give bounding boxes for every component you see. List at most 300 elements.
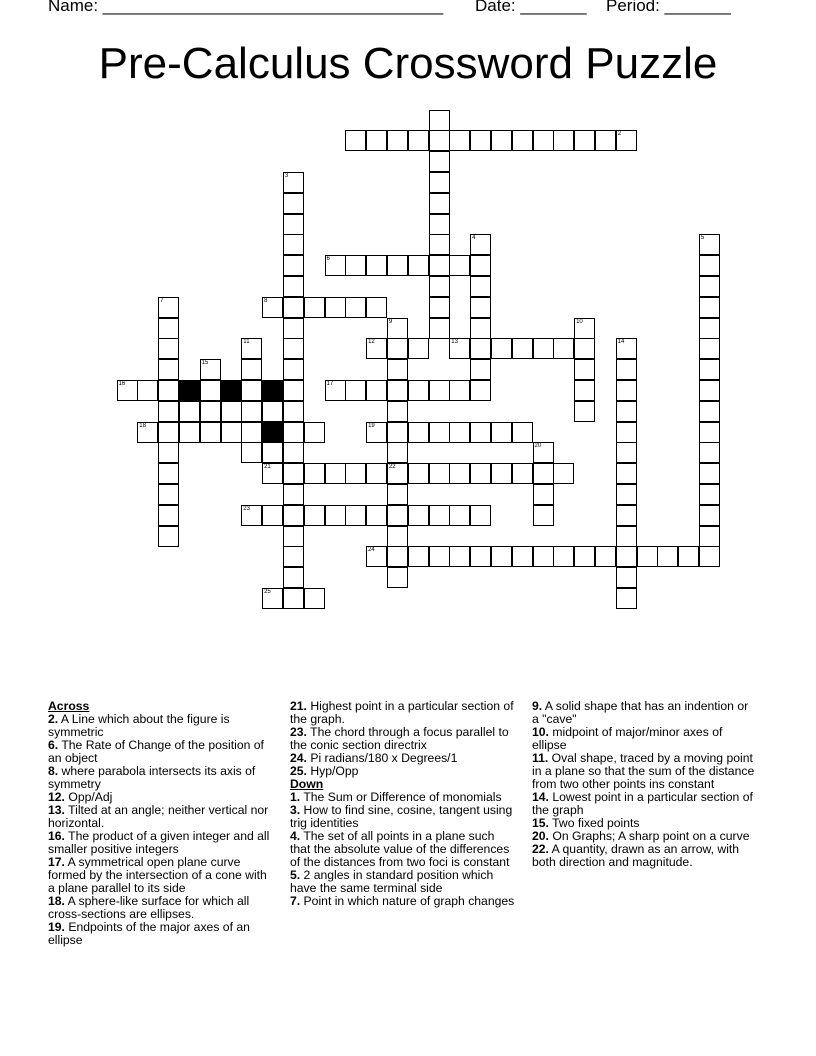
crossword-cell[interactable] [408, 130, 429, 151]
crossword-cell[interactable] [616, 567, 637, 588]
crossword-cell[interactable] [699, 234, 720, 255]
crossword-cell[interactable] [637, 546, 658, 567]
crossword-cell[interactable] [366, 505, 387, 526]
clue-number: 3 [284, 172, 289, 179]
crossword-cell[interactable] [429, 297, 450, 318]
crossword-cell[interactable] [429, 546, 450, 567]
crossword-cell[interactable] [158, 463, 179, 484]
black-square [179, 380, 200, 401]
crossword-cell[interactable] [574, 380, 595, 401]
crossword-cell[interactable] [325, 380, 346, 401]
clue-number: 14. [532, 790, 549, 804]
crossword-cell[interactable] [304, 588, 325, 609]
clue-number: 17 [326, 380, 334, 387]
crossword-cell[interactable] [283, 484, 304, 505]
clue-number: 23. [290, 725, 307, 739]
clue-number: 11. [532, 751, 549, 765]
across-clues-list [48, 713, 274, 947]
crossword-cell[interactable] [408, 338, 429, 359]
clue-number: 22 [388, 464, 396, 471]
crossword-cell[interactable] [470, 234, 491, 255]
crossword-cell[interactable] [470, 422, 491, 443]
crossword-cell[interactable] [241, 359, 262, 380]
clue-text: The product of a given integer and all smaller positive integers [48, 829, 270, 856]
down-clues-list-continued [532, 700, 758, 869]
clue-number: 13. [48, 803, 65, 817]
crossword-cell[interactable] [470, 338, 491, 359]
crossword-cell[interactable] [158, 422, 179, 443]
crossword-cell[interactable] [699, 463, 720, 484]
clue-item [532, 726, 758, 752]
crossword-cell[interactable] [387, 380, 408, 401]
crossword-cell[interactable] [387, 359, 408, 380]
crossword-cell[interactable] [283, 526, 304, 547]
crossword-cell[interactable] [657, 546, 678, 567]
clues-column-2 [290, 700, 516, 908]
crossword-cell[interactable] [158, 318, 179, 339]
crossword-cell[interactable] [470, 130, 491, 151]
crossword-cell[interactable] [200, 422, 221, 443]
crossword-cell[interactable] [366, 255, 387, 276]
clue-text: Hyp/Opp [306, 764, 359, 778]
crossword-cell[interactable] [553, 338, 574, 359]
crossword-cell[interactable] [387, 546, 408, 567]
clue-number: 15. [532, 816, 549, 830]
crossword-cell[interactable] [512, 463, 533, 484]
clue-text: Highest point in a particular section of the graph. [290, 699, 514, 726]
clue-item [48, 921, 274, 947]
crossword-cell[interactable] [262, 505, 283, 526]
crossword-cell[interactable] [366, 422, 387, 443]
crossword-cell[interactable] [387, 422, 408, 443]
clue-number: 18. [48, 894, 65, 908]
clue-number: 9 [388, 318, 393, 325]
black-square [262, 380, 283, 401]
crossword-cell[interactable] [616, 130, 637, 151]
clue-number: 2. [48, 712, 59, 726]
crossword-cell[interactable] [283, 422, 304, 443]
crossword-cell[interactable] [158, 338, 179, 359]
clue-number: 8. [48, 764, 59, 778]
clue-text: A solid shape that has an indention or a "cave" [532, 699, 749, 726]
crossword-cell[interactable] [553, 546, 574, 567]
crossword-cell[interactable] [283, 318, 304, 339]
crossword-cell[interactable] [137, 422, 158, 443]
crossword-cell[interactable] [262, 401, 283, 422]
crossword-cell[interactable] [699, 338, 720, 359]
crossword-cell[interactable] [241, 380, 262, 401]
crossword-cell[interactable] [574, 130, 595, 151]
clue-item [48, 856, 274, 895]
crossword-cell[interactable] [429, 318, 450, 339]
crossword-cell[interactable] [158, 380, 179, 401]
clue-number: 21 [264, 464, 271, 471]
crossword-cell[interactable] [387, 130, 408, 151]
crossword-cell[interactable] [325, 297, 346, 318]
crossword-cell[interactable] [616, 484, 637, 505]
crossword-cell[interactable] [533, 505, 554, 526]
crossword-cell[interactable] [699, 442, 720, 463]
clue-text: On Graphs; A sharp point on a curve [548, 829, 750, 843]
crossword-cell[interactable] [408, 546, 429, 567]
crossword-cell[interactable] [616, 422, 637, 443]
crossword-cell[interactable] [699, 505, 720, 526]
clue-number: 24 [368, 547, 375, 554]
clue-number: 23 [243, 505, 250, 512]
crossword-cell[interactable] [241, 442, 262, 463]
crossword-cell[interactable] [512, 422, 533, 443]
crossword-cell[interactable] [699, 546, 720, 567]
crossword-cell[interactable] [262, 588, 283, 609]
crossword-cell[interactable] [699, 276, 720, 297]
clue-number: 12. [48, 790, 65, 804]
crossword-cell[interactable] [470, 359, 491, 380]
black-square [221, 380, 242, 401]
clue-item [532, 791, 758, 817]
crossword-cell[interactable] [283, 546, 304, 567]
crossword-cell[interactable] [533, 130, 554, 151]
crossword-cell[interactable] [241, 338, 262, 359]
crossword-cell[interactable] [179, 422, 200, 443]
crossword-cell[interactable] [262, 297, 283, 318]
crossword-cell[interactable] [283, 463, 304, 484]
crossword-cell[interactable] [345, 297, 366, 318]
crossword-cell[interactable] [283, 505, 304, 526]
crossword-cell[interactable] [283, 193, 304, 214]
crossword-cell[interactable] [408, 505, 429, 526]
clue-item [290, 700, 516, 726]
clue-number: 25. [290, 764, 307, 778]
clue-item [48, 713, 274, 739]
crossword-cell[interactable] [491, 463, 512, 484]
date-field[interactable]: Date: _______ [475, 0, 587, 15]
crossword-cell[interactable] [304, 505, 325, 526]
crossword-cell[interactable] [449, 130, 470, 151]
clue-number: 5 [700, 235, 705, 242]
clue-number: 8 [264, 297, 268, 304]
clue-number: 1. [290, 790, 301, 804]
crossword-cell[interactable] [470, 546, 491, 567]
crossword-cell[interactable] [241, 505, 262, 526]
crossword-cell[interactable] [408, 463, 429, 484]
crossword-cell[interactable] [325, 255, 346, 276]
crossword-cell[interactable] [616, 401, 637, 422]
page-title: Pre-Calculus Crossword Puzzle [98, 39, 718, 88]
crossword-cell[interactable] [283, 172, 304, 193]
crossword-cell[interactable] [387, 401, 408, 422]
crossword-cell[interactable] [387, 526, 408, 547]
crossword-cell[interactable] [699, 255, 720, 276]
crossword-cell[interactable] [574, 401, 595, 422]
crossword-cell[interactable] [179, 401, 200, 422]
crossword-cell[interactable] [533, 463, 554, 484]
crossword-cell[interactable] [283, 255, 304, 276]
clue-item [48, 830, 274, 856]
crossword-cell[interactable] [429, 130, 450, 151]
crossword-cell[interactable] [533, 442, 554, 463]
crossword-cell[interactable] [283, 214, 304, 235]
crossword-cell[interactable] [366, 338, 387, 359]
crossword-cell[interactable] [574, 338, 595, 359]
crossword-cell[interactable] [491, 546, 512, 567]
crossword-cell[interactable] [283, 234, 304, 255]
crossword-cell[interactable] [117, 380, 138, 401]
clue-item [48, 895, 274, 921]
clue-number: 2 [617, 131, 622, 138]
crossword-cell[interactable] [616, 546, 637, 567]
clue-item [290, 869, 516, 895]
clue-number: 10 [576, 318, 583, 325]
crossword-cell[interactable] [283, 442, 304, 463]
crossword-cell[interactable] [283, 401, 304, 422]
crossword-cell[interactable] [429, 151, 450, 172]
clue-item [290, 726, 516, 752]
crossword-cell[interactable] [449, 505, 470, 526]
crossword-cell[interactable] [449, 380, 470, 401]
crossword-cell[interactable] [158, 505, 179, 526]
crossword-cell[interactable] [699, 359, 720, 380]
crossword-cell[interactable] [616, 359, 637, 380]
crossword-cell[interactable] [574, 318, 595, 339]
crossword-cell[interactable] [699, 297, 720, 318]
crossword-cell[interactable] [699, 484, 720, 505]
crossword-cell[interactable] [470, 318, 491, 339]
crossword-cell[interactable] [429, 110, 450, 131]
crossword-cell[interactable] [512, 130, 533, 151]
clue-text: Opp/Adj [64, 790, 113, 804]
crossword-cell[interactable] [387, 255, 408, 276]
clue-number: 25 [264, 588, 271, 595]
crossword-cell[interactable] [470, 255, 491, 276]
clue-item [532, 843, 758, 869]
crossword-cell[interactable] [387, 505, 408, 526]
crossword-cell[interactable] [283, 359, 304, 380]
clue-number: 3. [290, 803, 301, 817]
clue-number: 24. [290, 751, 307, 765]
crossword-cell[interactable] [429, 193, 450, 214]
clue-number: 6 [326, 256, 330, 263]
clue-number: 15 [201, 360, 209, 367]
crossword-cell[interactable] [616, 463, 637, 484]
clue-text: Tilted at an angle; neither vertical nor horizontal. [48, 803, 269, 830]
crossword-cell[interactable] [241, 401, 262, 422]
clue-number: 11 [243, 339, 250, 346]
crossword-cell[interactable] [470, 276, 491, 297]
clue-number: 16 [118, 380, 126, 387]
crossword-cell[interactable] [491, 422, 512, 443]
crossword-cell[interactable] [283, 338, 304, 359]
across-heading: Across [48, 699, 90, 713]
clue-number: 16. [48, 829, 65, 843]
crossword-cell[interactable] [699, 422, 720, 443]
crossword-cell[interactable] [387, 338, 408, 359]
crossword-cell[interactable] [699, 401, 720, 422]
clue-item [290, 765, 516, 778]
crossword-cell[interactable] [553, 463, 574, 484]
clue-item [48, 765, 274, 791]
crossword-cell[interactable] [158, 359, 179, 380]
crossword-cell[interactable] [283, 276, 304, 297]
crossword-cell[interactable] [616, 505, 637, 526]
crossword-cell[interactable] [429, 255, 450, 276]
crossword-cell[interactable] [200, 401, 221, 422]
crossword-cell[interactable] [262, 442, 283, 463]
clue-number: 7 [160, 297, 164, 304]
clue-item [48, 804, 274, 830]
crossword-cell[interactable] [470, 463, 491, 484]
crossword-cell[interactable] [616, 526, 637, 547]
crossword-cell[interactable] [574, 359, 595, 380]
crossword-cell[interactable] [387, 484, 408, 505]
crossword-cell[interactable] [429, 276, 450, 297]
crossword-cell[interactable] [491, 338, 512, 359]
crossword-cell[interactable] [449, 338, 470, 359]
crossword-cell[interactable] [699, 526, 720, 547]
across-clues-list-continued [290, 700, 516, 778]
crossword-cell[interactable] [429, 422, 450, 443]
crossword-cell[interactable] [491, 130, 512, 151]
black-square [262, 422, 283, 443]
crossword-cell[interactable] [200, 380, 221, 401]
clue-number: 20 [534, 443, 542, 450]
clue-text: A quantity, drawn as an arrow, with both direction and magnitude. [532, 842, 740, 869]
crossword-cell[interactable] [158, 526, 179, 547]
crossword-cell[interactable] [429, 214, 450, 235]
crossword-cell[interactable] [429, 172, 450, 193]
crossword-cell[interactable] [221, 422, 242, 443]
crossword-cell[interactable] [449, 255, 470, 276]
crossword-cell[interactable] [387, 318, 408, 339]
crossword-cell[interactable] [429, 380, 450, 401]
clue-number: 6. [48, 738, 59, 752]
crossword-cell[interactable] [678, 546, 699, 567]
crossword-cell[interactable] [241, 422, 262, 443]
crossword-cell[interactable] [429, 505, 450, 526]
crossword-cell[interactable] [345, 130, 366, 151]
crossword-cell[interactable] [429, 234, 450, 255]
crossword-cell[interactable] [366, 380, 387, 401]
clue-text: where parabola intersects its axis of symmetry [48, 764, 256, 791]
crossword-cell[interactable] [283, 588, 304, 609]
crossword-cell[interactable] [304, 463, 325, 484]
clue-number: 5. [290, 868, 301, 882]
crossword-cell[interactable] [366, 297, 387, 318]
crossword-cell[interactable] [366, 130, 387, 151]
crossword-cell[interactable] [283, 567, 304, 588]
crossword-cell[interactable] [512, 546, 533, 567]
crossword-cell[interactable] [616, 442, 637, 463]
crossword-cell[interactable] [408, 380, 429, 401]
crossword-cell[interactable] [595, 546, 616, 567]
crossword-cell[interactable] [408, 255, 429, 276]
crossword-cell[interactable] [533, 484, 554, 505]
crossword-cell[interactable] [283, 297, 304, 318]
clue-number: 14 [617, 339, 625, 346]
crossword-cell[interactable] [449, 463, 470, 484]
clue-text: A symmetrical open plane curve formed by the intersection of a cone with a plane parallel to its side [48, 855, 267, 895]
crossword-cell[interactable] [221, 401, 242, 422]
crossword-cell[interactable] [137, 380, 158, 401]
clues-column-3 [532, 700, 758, 869]
crossword-cell[interactable] [616, 380, 637, 401]
clue-text: A sphere-like surface for which all cross-sections are ellipses. [48, 894, 250, 921]
crossword-cell[interactable] [325, 505, 346, 526]
crossword-cell[interactable] [512, 338, 533, 359]
crossword-cell[interactable] [616, 588, 637, 609]
clue-text: Lowest point in a particular section of the graph [532, 790, 753, 817]
clue-number: 4 [472, 235, 476, 242]
crossword-cell[interactable] [283, 380, 304, 401]
period-field[interactable]: Period: _______ [606, 0, 731, 15]
clue-text: Two fixed points [548, 816, 640, 830]
clues-column-1 [48, 700, 274, 947]
clue-number: 18 [139, 422, 146, 429]
clue-number: 21. [290, 699, 307, 713]
crossword-cell[interactable] [470, 297, 491, 318]
clue-text: The Sum or Difference of monomials [300, 790, 502, 804]
crossword-cell[interactable] [387, 442, 408, 463]
crossword-cell[interactable] [449, 546, 470, 567]
crossword-cell[interactable] [616, 338, 637, 359]
crossword-cell[interactable] [304, 297, 325, 318]
crossword-cell[interactable] [262, 463, 283, 484]
clue-item [290, 804, 516, 830]
clue-text: The chord through a focus parallel to the conic section directrix [290, 725, 509, 752]
crossword-cell[interactable] [325, 463, 346, 484]
clue-number: 20. [532, 829, 549, 843]
clue-text: 2 angles in standard position which have the same terminal side [290, 868, 494, 895]
crossword-cell[interactable] [345, 463, 366, 484]
crossword-cell[interactable] [553, 130, 574, 151]
crossword-cell[interactable] [387, 567, 408, 588]
crossword-cell[interactable] [533, 338, 554, 359]
clue-number: 10. [532, 725, 549, 739]
crossword-cell[interactable] [470, 380, 491, 401]
crossword-cell[interactable] [158, 442, 179, 463]
name-field[interactable]: Name: ____________________________________ [48, 0, 444, 15]
crossword-cell[interactable] [345, 505, 366, 526]
crossword-cell[interactable] [345, 380, 366, 401]
crossword-cell[interactable] [366, 546, 387, 567]
clue-item [290, 895, 516, 908]
clue-item [48, 739, 274, 765]
crossword-cell[interactable] [595, 130, 616, 151]
crossword-cell[interactable] [158, 297, 179, 318]
down-heading: Down [290, 777, 324, 791]
clue-number: 19 [368, 422, 375, 429]
crossword-cell[interactable] [200, 359, 221, 380]
crossword-cell[interactable] [158, 401, 179, 422]
crossword-cell[interactable] [574, 546, 595, 567]
crossword-cell[interactable] [345, 255, 366, 276]
crossword-cell[interactable] [408, 422, 429, 443]
crossword-cell[interactable] [387, 463, 408, 484]
crossword-cell[interactable] [429, 463, 450, 484]
clue-text: How to find sine, cosine, tangent using trig identities [290, 803, 513, 830]
crossword-cell[interactable] [699, 318, 720, 339]
clue-text: Endpoints of the major axes of an ellipse [48, 920, 250, 947]
crossword-cell[interactable] [304, 422, 325, 443]
crossword-cell[interactable] [366, 463, 387, 484]
crossword-cell[interactable] [699, 380, 720, 401]
clue-item [532, 700, 758, 726]
crossword-cell[interactable] [533, 546, 554, 567]
crossword-cell[interactable] [470, 505, 491, 526]
crossword-cell[interactable] [449, 422, 470, 443]
crossword-cell[interactable] [158, 484, 179, 505]
clue-number: 13 [451, 339, 458, 346]
clue-text: The Rate of Change of the position of an object [48, 738, 264, 765]
